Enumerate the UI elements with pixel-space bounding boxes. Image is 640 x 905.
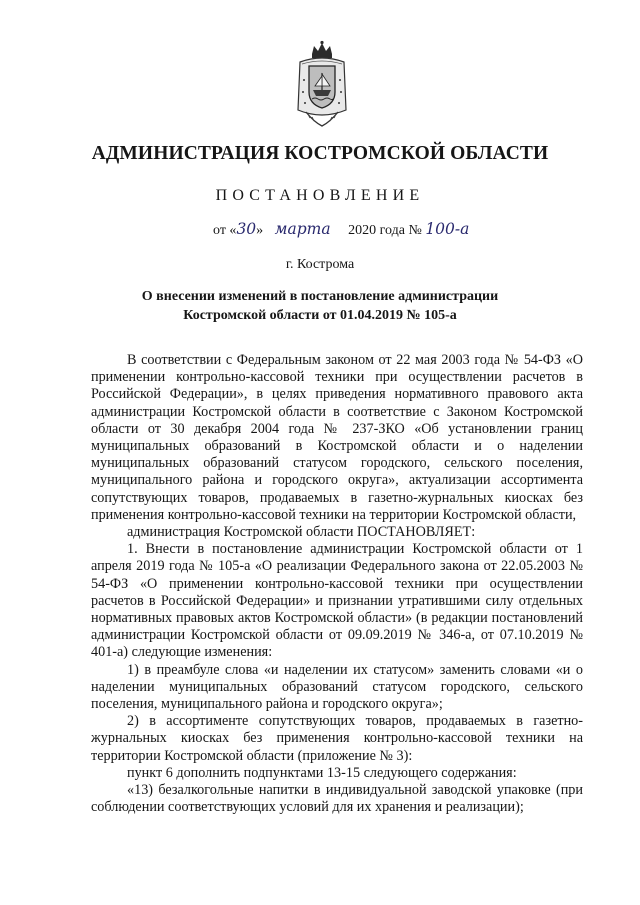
date-close-quote: » xyxy=(256,223,264,238)
body-paragraph: администрация Костромской области ПОСТАНОВЛЯЕТ: xyxy=(127,524,476,541)
body-paragraph: В соответствии с Федеральным законом от 22 мая 2003 года № 54-ФЗ «О применении контрольно-кассовой техники при осуществлении расчетов в Российской Федерации», в целях приведения нормативного правового акта администрации Костромской области в соответствие с Законом Костромской области от 30 декабря 2004 года № 237-ЗКО «Об установлении границ муниципальных образований в Костромской области и о наделении муниципальных образований статусом городского, сельского поселения, муниципального района и городского округа», актуализации ассортимента сопутствующих товаров, продаваемых в газетно-журнальных киосках без применения контрольно-кассовой техники на территории Костромской области, xyxy=(91,352,583,523)
document-number: 100-а xyxy=(425,220,470,238)
document-type: ПОСТАНОВЛЕНИЕ xyxy=(215,187,425,204)
date-month: марта xyxy=(274,220,331,238)
date-day: 30 xyxy=(236,220,257,238)
date-prefix: от « xyxy=(213,223,237,238)
document-subject xyxy=(0,287,640,325)
subject-line: Костромской области от 01.04.2019 № 105-а xyxy=(183,308,457,323)
organization-title: АДМИНИСТРАЦИЯ КОСТРОМСКОЙ ОБЛАСТИ xyxy=(91,143,549,164)
date-year-text: 2020 года № xyxy=(348,223,422,238)
body-paragraph: 2) в ассортименте сопутствующих товаров, продаваемых в газетно-журнальных киосках без применения контрольно-кассовой техники на территории Костромской области (приложение № 3): xyxy=(91,713,583,764)
coat-of-arms xyxy=(292,40,352,130)
document-body xyxy=(91,352,583,816)
coat-of-arms-icon xyxy=(292,40,352,130)
document-dateline xyxy=(213,220,469,239)
body-paragraph: пункт 6 дополнить подпунктами 13-15 следующего содержания: xyxy=(127,764,517,781)
body-paragraph: 1) в преамбуле слова «и наделении их статусом» заменить словами «и о наделении муниципальных образований статусом городского, сельского поселения, муниципального района и городского округа»; xyxy=(91,661,583,713)
subject-line: О внесении изменений в постановление администрации xyxy=(141,289,499,304)
body-paragraph: 1. Внести в постановление администрации Костромской области от 1 апреля 2019 года № 105-а «О реализации Федерального закона от 22.05.2003 № 54-ФЗ «О применении контрольно-кассовой техники при осуществлении расчетов в Российской Федерации» и признании утратившими силу отдельных нормативных правовых актов Костромской области» (в редакции постановлений администрации Костромской области от 09.09.2019 № 346-а, от 07.10.2019 № 401-а) следующие изменения: xyxy=(91,541,583,661)
body-paragraph: «13) безалкогольные напитки в индивидуальной заводской упаковке (при соблюдении соответствующих условий для их хранения и реализации); xyxy=(91,782,583,816)
city-name: г. Кострома xyxy=(285,257,355,272)
